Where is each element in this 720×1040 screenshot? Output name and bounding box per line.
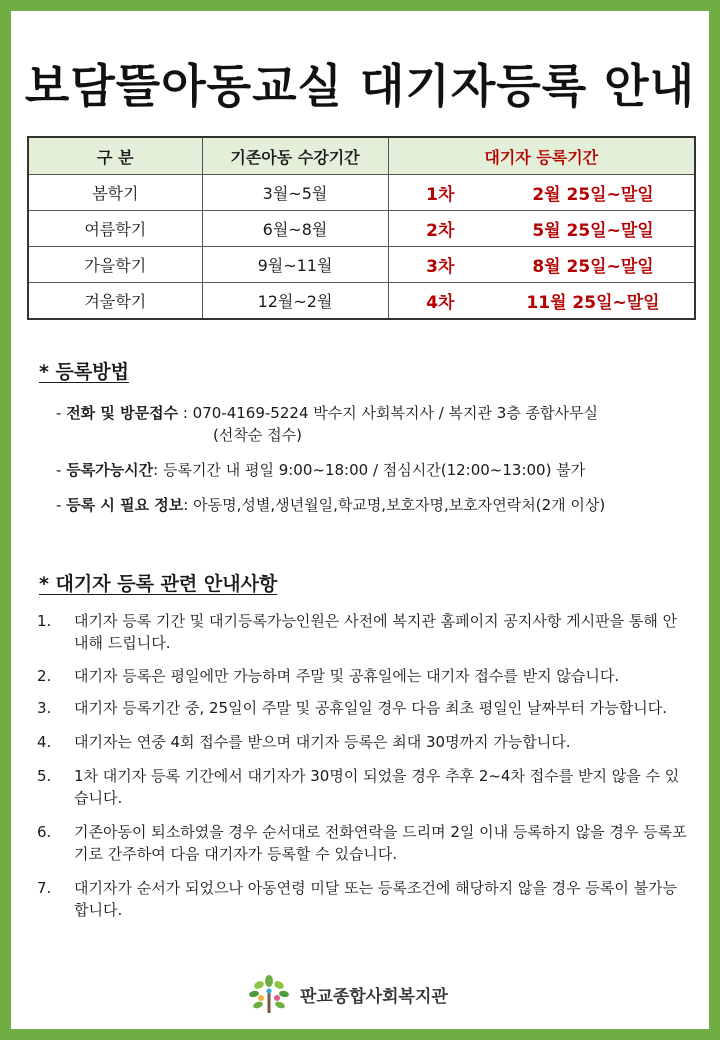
notes-list: [37, 610, 687, 921]
method-phone: - 전화 및 방문접수 : 070-4169-5224 박수지 사회복지사 / 복지관 3층 종합사무실: [56, 404, 599, 422]
header-period: 기존아동 수강기간: [202, 137, 388, 175]
period-cell: 9월~11월: [202, 247, 388, 283]
list-item-text: 대기자 등록은 평일에만 가능하며 주말 및 공휴일에는 대기자 접수를 받지 않습니다.: [74, 667, 620, 685]
round-cell: 2차: [388, 211, 492, 247]
method-info-label: 등록 시 필요 정보: [66, 496, 184, 514]
list-item-number: 6.: [37, 823, 52, 841]
round-cell: 4차: [388, 283, 492, 320]
table-row: [28, 211, 695, 247]
page-title: 보담뜰아동교실 대기자등록 안내: [24, 59, 696, 113]
method-time-label: 등록가능시간: [66, 461, 154, 479]
table-row: [28, 247, 695, 283]
registration-cell: 2월 25일~말일: [492, 175, 695, 211]
list-item: [37, 731, 687, 753]
list-item-text: 대기자 등록기간 중, 25일이 주말 및 공휴일일 경우 다음 최초 평일인 날짜부터 가능합니다.: [74, 699, 667, 717]
method-phone-label: 전화 및 방문접수: [66, 404, 179, 422]
list-item: [37, 765, 687, 809]
list-item-number: 1.: [37, 612, 52, 630]
list-item: [37, 877, 687, 921]
footer: [246, 974, 448, 1014]
list-item-number: 4.: [37, 733, 52, 751]
list-item-text: 1차 대기자 등록 기간에서 대기자가 30명이 되었을 경우 추후 2~4차 접수를 받지 않을 수 있습니다.: [74, 767, 680, 807]
tree-people-logo-icon: [246, 974, 292, 1014]
period-cell: 12월~2월: [202, 283, 388, 320]
round-cell: 1차: [388, 175, 492, 211]
org-name: 판교종합사회복지관: [300, 986, 448, 1007]
list-item-number: 5.: [37, 767, 52, 785]
list-item-number: 2.: [37, 667, 52, 685]
table-header-row: [28, 137, 695, 175]
term-cell: 겨울학기: [28, 283, 202, 320]
registration-cell: 5월 25일~말일: [492, 211, 695, 247]
registration-cell: 8월 25일~말일: [492, 247, 695, 283]
list-item: [37, 665, 687, 687]
term-cell: 가을학기: [28, 247, 202, 283]
method-title: * 등록방법: [39, 361, 129, 383]
registration-cell: 11월 25일~말일: [492, 283, 695, 320]
list-item-number: 7.: [37, 879, 52, 897]
schedule-table: [27, 136, 696, 320]
header-term: 구 분: [28, 137, 202, 175]
method-info-text: : 아동명,성별,생년월일,학교명,보호자명,보호자연락처(2개 이상): [183, 496, 606, 514]
period-cell: 3월~5월: [202, 175, 388, 211]
list-item-text: 대기자 등록 기간 및 대기등록가능인원은 사전에 복지관 홈페이지 공지사항 게시판을 통해 안내해 드립니다.: [74, 612, 678, 652]
method-info: - 등록 시 필요 정보: 아동명,성별,생년월일,학교명,보호자명,보호자연락처(2개 이상): [56, 496, 606, 514]
round-cell: 3차: [388, 247, 492, 283]
header-registration: 대기자 등록기간: [388, 137, 695, 175]
list-item: [37, 610, 687, 654]
term-cell: 봄학기: [28, 175, 202, 211]
table-row: [28, 175, 695, 211]
method-time-text: : 등록기간 내 평일 9:00~18:00 / 점심시간(12:00~13:00) 불가: [153, 461, 586, 479]
method-phone-text: : 070-4169-5224 박수지 사회복지사 / 복지관 3층 종합사무실: [182, 404, 599, 422]
method-time: - 등록가능시간: 등록기간 내 평일 9:00~18:00 / 점심시간(12:00~13:00) 불가: [56, 461, 586, 479]
table-row: [28, 283, 695, 320]
list-item: [37, 697, 687, 719]
notes-title: * 대기자 등록 관련 안내사항: [39, 573, 278, 595]
list-item-number: 3.: [37, 699, 52, 717]
list-item-text: 대기자는 연중 4회 접수를 받으며 대기자 등록은 최대 30명까지 가능합니다.: [74, 733, 571, 751]
list-item-text: 기존아동이 퇴소하였을 경우 순서대로 전화연락을 드리며 2일 이내 등록하지 않을 경우 등록포기로 간주하여 다음 대기자가 등록할 수 있습니다.: [74, 823, 687, 863]
list-item-text: 대기자가 순서가 되었으나 아동연령 미달 또는 등록조건에 해당하지 않을 경우 등록이 불가능합니다.: [74, 879, 678, 919]
term-cell: 여름학기: [28, 211, 202, 247]
period-cell: 6월~8월: [202, 211, 388, 247]
method-phone-note: (선착순 접수): [213, 426, 302, 444]
list-item: [37, 821, 687, 865]
